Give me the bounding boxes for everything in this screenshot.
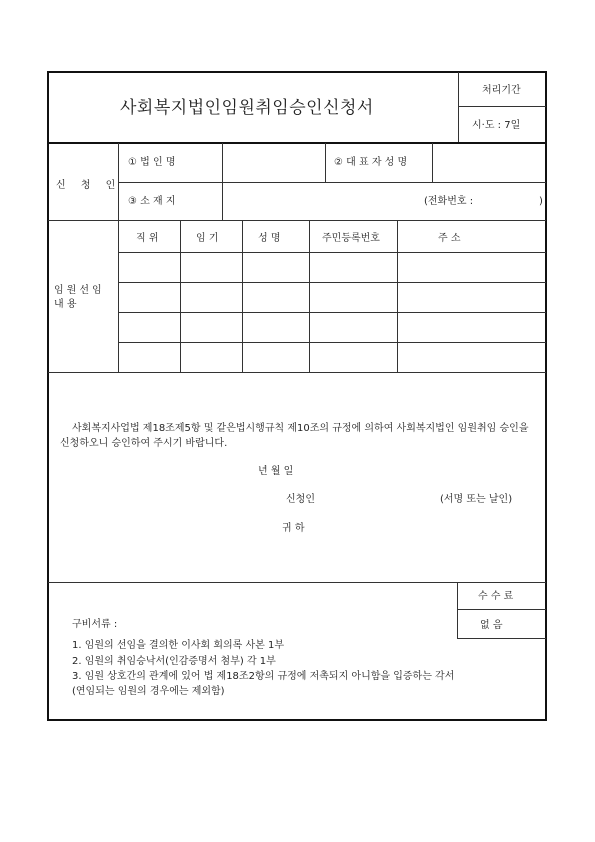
col-header-term: 임 기 [196, 233, 219, 244]
statement-text: 사회복지사업법 제18조제5항 및 같은법시행규칙 제10조의 규정에 의하여 사회복지법인 임원취임 승인을 신청하오니 승인하여 주시기 바랍니다. [60, 423, 529, 449]
processing-period-label: 처리기간 [482, 85, 521, 96]
applicant-section-label: 신 청 인 [56, 180, 122, 191]
col-header-name: 성 명 [258, 233, 281, 244]
addressee-label: 귀 하 [282, 523, 305, 534]
applicant-bottom-rule [48, 220, 546, 221]
address-label: ③ 소 재 지 [128, 196, 176, 207]
header-period-divider [458, 106, 546, 107]
officer-row[interactable] [119, 283, 545, 311]
corp-name-label: ① 법 인 명 [128, 157, 176, 168]
document-item: 1. 임원의 선임을 결의한 이사회 회의록 사본 1부 [72, 640, 285, 651]
col-header-position: 직 위 [136, 233, 159, 244]
processing-period-value: 시·도 : 7일 [472, 120, 521, 131]
fee-box-divider [457, 582, 458, 638]
header-divider [458, 72, 459, 142]
documents-title: 구비서류 : [72, 619, 118, 630]
applicant-sign-label: 신청인 [286, 494, 315, 505]
form-title: 사회복지법인임원취임승인신청서 [120, 98, 374, 118]
rep-name-left-divider [325, 143, 326, 182]
date-line: 년 월 일 [258, 466, 294, 477]
document-item: 2. 임원의 취임승낙서(인감증명서 첨부) 각 1부 [72, 656, 276, 667]
phone-label: (전화번호 : [424, 196, 474, 207]
rep-name-label: ② 대 표 자 성 명 [334, 157, 408, 168]
officer-section-label-line1: 임원선임 [54, 285, 105, 296]
col-header-resident-number: 주민등록번호 [322, 233, 380, 244]
signature-label: (서명 또는 날인) [440, 494, 513, 505]
col-header-address: 주 소 [438, 233, 461, 244]
document-item: 3. 임원 상호간의 관계에 있어 법 제18조2항의 규정에 저촉되지 아니함을 입증하는 각서 [72, 671, 455, 682]
rep-name-field[interactable] [433, 144, 545, 181]
address-field[interactable] [223, 183, 545, 219]
officer-row[interactable] [119, 313, 545, 341]
corp-name-field[interactable] [223, 144, 324, 181]
officer-bottom-rule [48, 372, 546, 373]
officer-row[interactable] [119, 253, 545, 281]
document-item: (연임되는 임원의 경우에는 제외함) [72, 686, 225, 697]
statement-bottom-rule [48, 582, 546, 583]
phone-close-paren: ) [539, 196, 543, 207]
fee-value: 없 음 [480, 620, 503, 631]
officer-row[interactable] [119, 343, 545, 371]
officer-section-label-line2: 내 용 [54, 299, 77, 310]
fee-box-mid-rule [457, 609, 546, 610]
fee-box-bottom-rule [457, 638, 546, 639]
fee-label: 수 수 료 [478, 591, 514, 602]
